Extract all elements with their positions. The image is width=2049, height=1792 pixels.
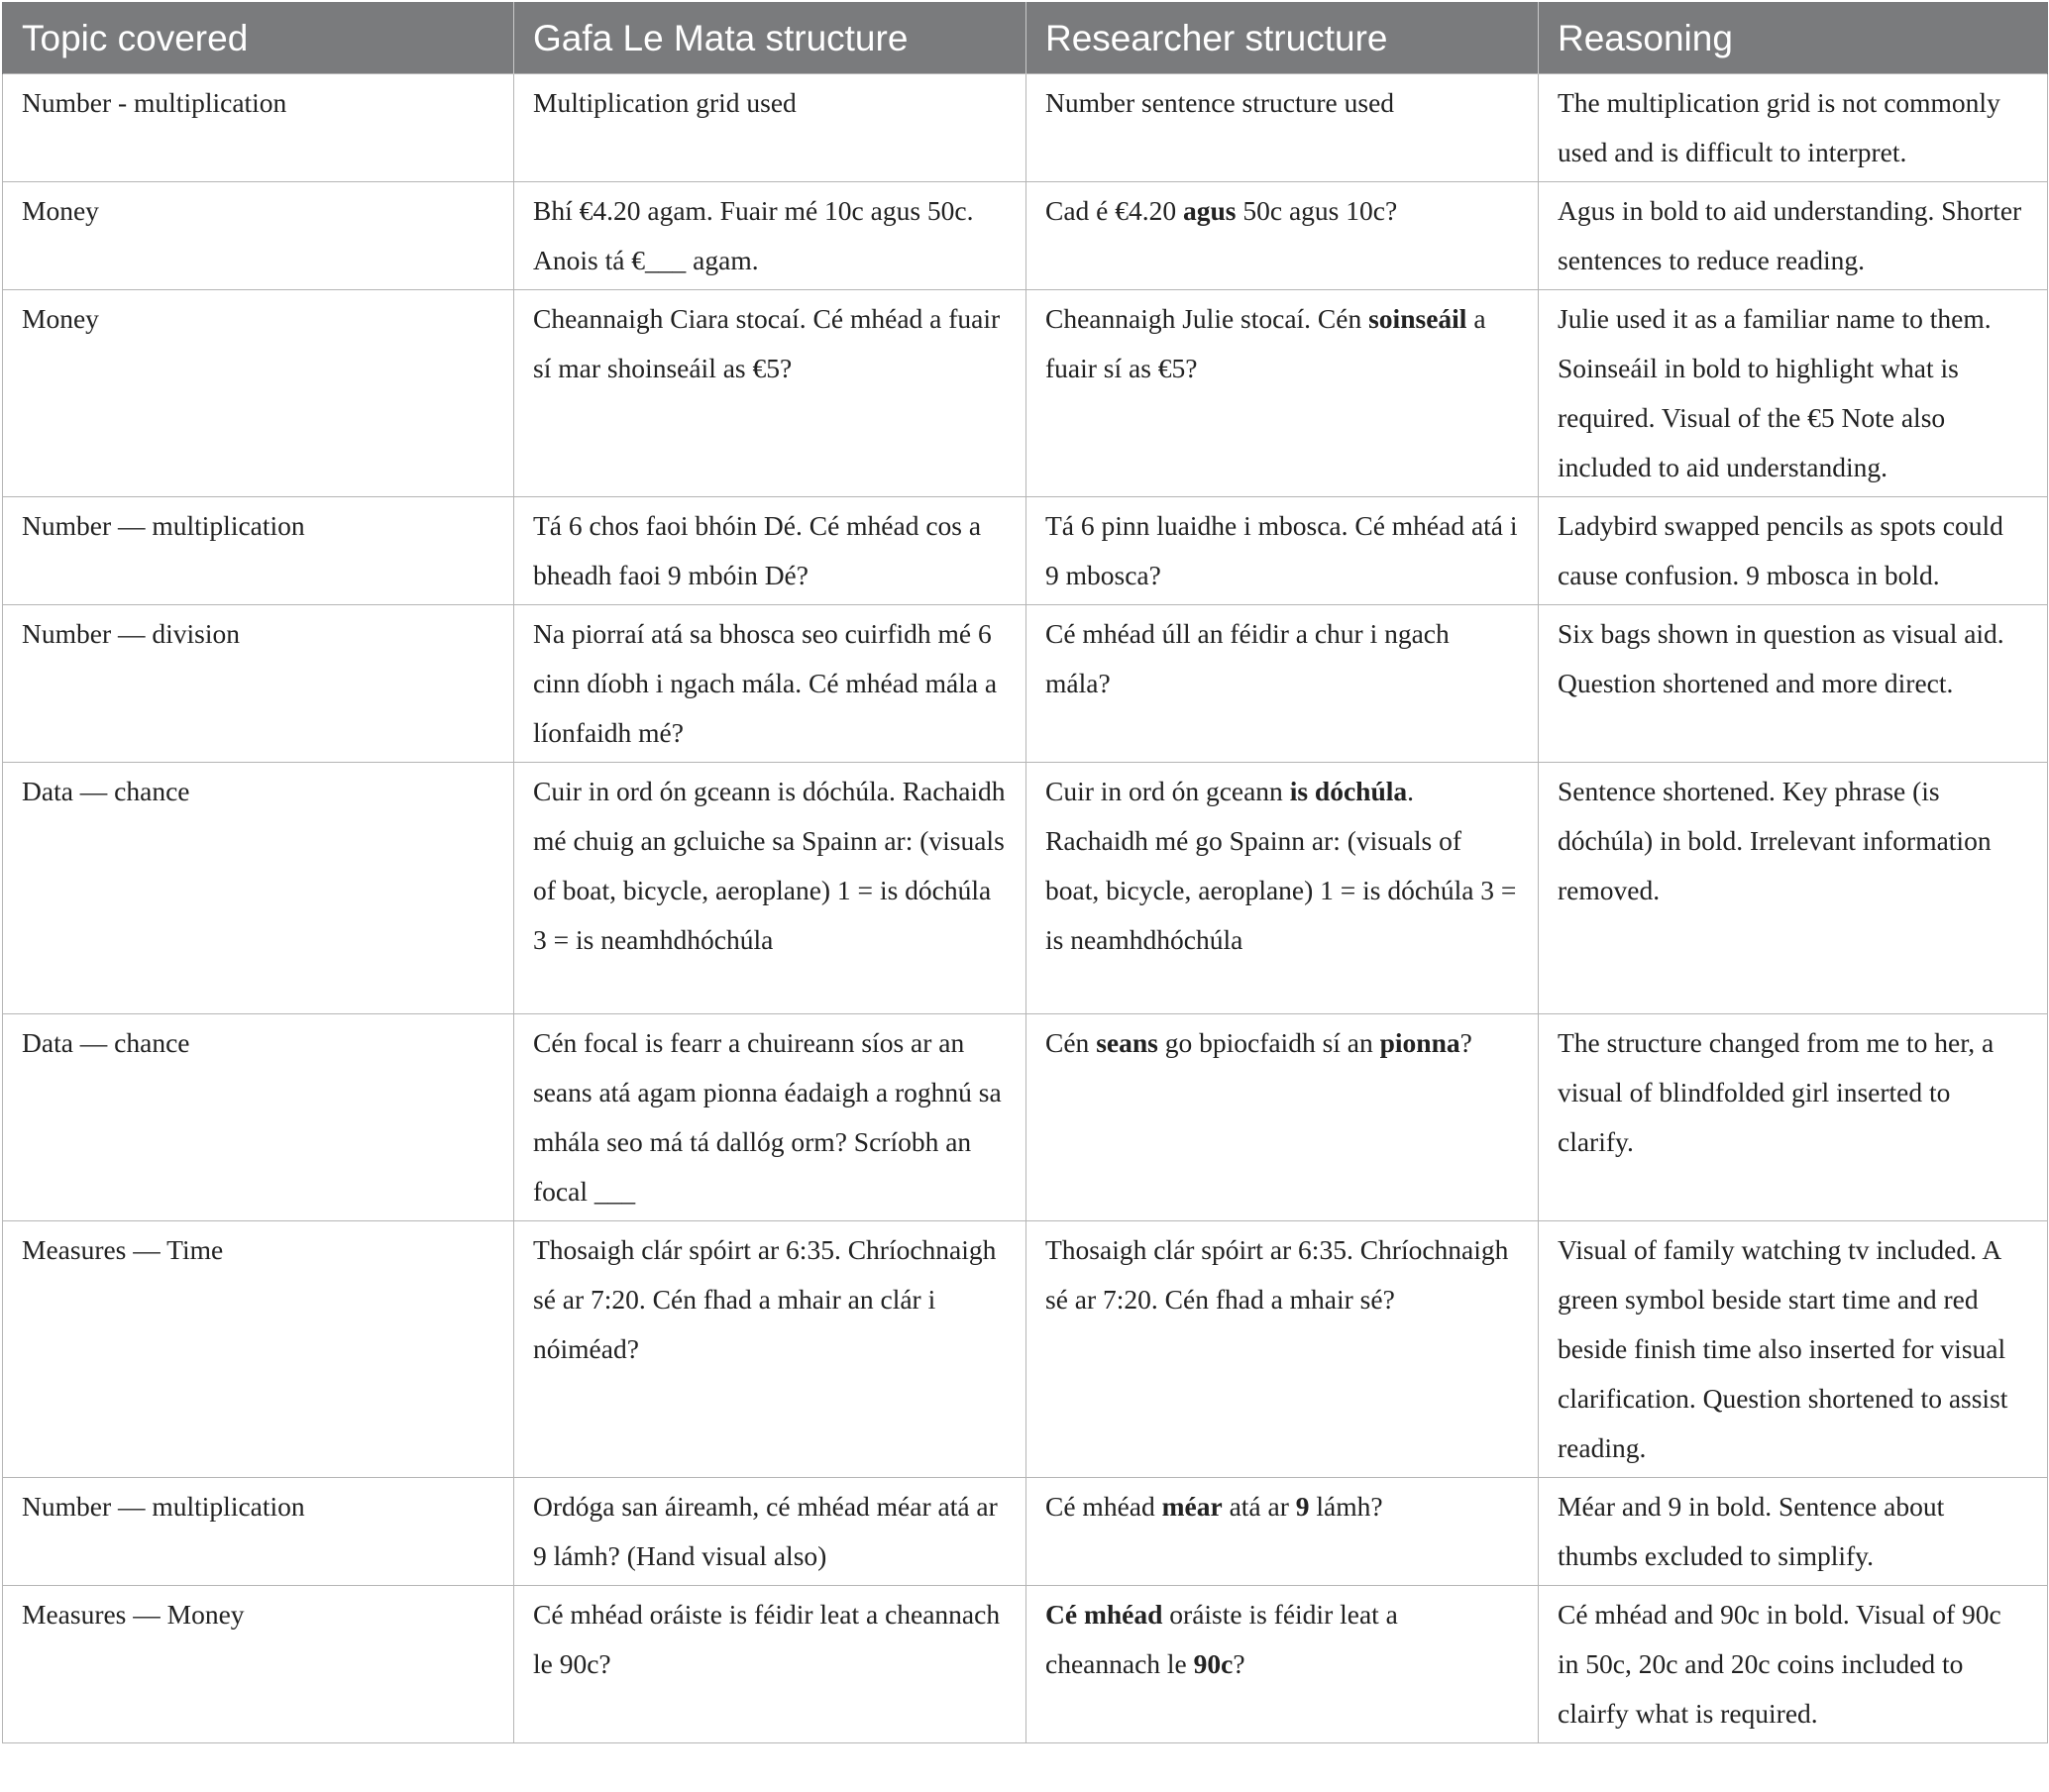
cell-reasoning: Six bags shown in question as visual aid. Question shortened and more direct. [1539,605,2048,763]
cell-gafa-structure: Cheannaigh Ciara stocaí. Cé mhéad a fuair sí mar shoinseáil as €5? [514,290,1026,497]
bold-emphasis: soinseáil [1368,303,1467,334]
table-row [3,605,2048,763]
cell-gafa-structure: Cé mhéad oráiste is féidir leat a cheannach le 90c? [514,1586,1026,1743]
cell-reasoning: Julie used it as a familiar name to them. Soinseáil in bold to highlight what is required. Visual of the €5 Note also included to aid understanding. [1539,290,2048,497]
cell-topic: Number — multiplication [3,497,514,605]
bold-emphasis: pionna [1379,1027,1460,1058]
cell-reasoning: Méar and 9 in bold. Sentence about thumbs excluded to simplify. [1539,1478,2048,1586]
bold-emphasis: Cé mhéad [1045,1599,1163,1630]
comparison-table [2,2,2048,1743]
cell-gafa-structure: Multiplication grid used [514,74,1026,182]
header-reasoning: Reasoning [1539,2,2048,74]
bold-emphasis: is dóchúla [1289,776,1408,806]
cell-topic: Money [3,182,514,290]
bold-emphasis: seans [1096,1027,1158,1058]
cell-topic: Money [3,290,514,497]
table-row [3,1586,2048,1743]
cell-reasoning: The structure changed from me to her, a visual of blindfolded girl inserted to clarify. [1539,1014,2048,1221]
cell-reasoning: Cé mhéad and 90c in bold. Visual of 90c in 50c, 20c and 20c coins included to clairfy what is required. [1539,1586,2048,1743]
header-gafa-le-mata-structure: Gafa Le Mata structure [514,2,1026,74]
cell-researcher-structure: Thosaigh clár spóirt ar 6:35. Chríochnaigh sé ar 7:20. Cén fhad a mhair sé? [1026,1221,1539,1478]
cell-topic: Data — chance [3,1014,514,1221]
table-body [3,74,2048,1743]
cell-reasoning: Sentence shortened. Key phrase (is dóchúla) in bold. Irrelevant information removed. [1539,763,2048,1014]
cell-researcher-structure: Tá 6 pinn luaidhe i mbosca. Cé mhéad atá i 9 mbosca? [1026,497,1539,605]
table-row [3,1221,2048,1478]
cell-gafa-structure: Na piorraí atá sa bhosca seo cuirfidh mé 6 cinn díobh i ngach mála. Cé mhéad mála a líonfaidh mé? [514,605,1026,763]
cell-reasoning: Ladybird swapped pencils as spots could cause confusion. 9 mbosca in bold. [1539,497,2048,605]
cell-gafa-structure: Ordóga san áireamh, cé mhéad méar atá ar 9 lámh? (Hand visual also) [514,1478,1026,1586]
table-row [3,74,2048,182]
cell-gafa-structure: Bhí €4.20 agam. Fuair mé 10c agus 50c. Anois tá €___ agam. [514,182,1026,290]
table-row [3,290,2048,497]
cell-topic: Number — multiplication [3,1478,514,1586]
cell-reasoning: Agus in bold to aid understanding. Shorter sentences to reduce reading. [1539,182,2048,290]
cell-topic: Number - multiplication [3,74,514,182]
bold-emphasis: méar [1161,1491,1223,1522]
cell-topic: Measures — Money [3,1586,514,1743]
table-row [3,1478,2048,1586]
cell-researcher-structure: Cén seans go bpiocfaidh sí an pionna? [1026,1014,1539,1221]
table-row [3,1014,2048,1221]
cell-topic: Measures — Time [3,1221,514,1478]
table-row [3,763,2048,1014]
cell-researcher-structure: Number sentence structure used [1026,74,1539,182]
bold-emphasis: 9 [1295,1491,1310,1522]
cell-gafa-structure: Cén focal is fearr a chuireann síos ar an seans atá agam pionna éadaigh a roghnú sa mhála seo má tá dallóg orm? Scríobh an focal ___ [514,1014,1026,1221]
bold-emphasis: 90c [1193,1648,1234,1679]
header-researcher-structure: Researcher structure [1026,2,1539,74]
cell-researcher-structure: Cheannaigh Julie stocaí. Cén soinseáil a fuair sí as €5? [1026,290,1539,497]
cell-reasoning: Visual of family watching tv included. A green symbol beside start time and red beside finish time also inserted for visual clarification. Question shortened to assist reading. [1539,1221,2048,1478]
cell-researcher-structure: Cad é €4.20 agus 50c agus 10c? [1026,182,1539,290]
cell-researcher-structure: Cé mhéad úll an féidir a chur i ngach mála? [1026,605,1539,763]
table-row [3,182,2048,290]
cell-researcher-structure: Cuir in ord ón gceann is dóchúla. Rachaidh mé go Spainn ar: (visuals of boat, bicycle, aeroplane) 1 = is dóchúla 3 = is neamhdhóchúla [1026,763,1539,1014]
table-header [3,2,2048,74]
cell-gafa-structure: Tá 6 chos faoi bhóin Dé. Cé mhéad cos a bheadh faoi 9 mbóin Dé? [514,497,1026,605]
cell-gafa-structure: Thosaigh clár spóirt ar 6:35. Chríochnaigh sé ar 7:20. Cén fhad a mhair an clár i nóiméad? [514,1221,1026,1478]
header-topic-covered: Topic covered [3,2,514,74]
cell-reasoning: The multiplication grid is not commonly used and is difficult to interpret. [1539,74,2048,182]
header-row [3,2,2048,74]
cell-gafa-structure: Cuir in ord ón gceann is dóchúla. Rachaidh mé chuig an gcluiche sa Spainn ar: (visuals of boat, bicycle, aeroplane) 1 = is dóchúla 3 = is neamhdhóchúla [514,763,1026,1014]
cell-topic: Number — division [3,605,514,763]
cell-researcher-structure: Cé mhéad méar atá ar 9 lámh? [1026,1478,1539,1586]
bold-emphasis: agus [1183,195,1237,226]
table-row [3,497,2048,605]
cell-researcher-structure: Cé mhéad oráiste is féidir leat a cheannach le 90c? [1026,1586,1539,1743]
cell-topic: Data — chance [3,763,514,1014]
